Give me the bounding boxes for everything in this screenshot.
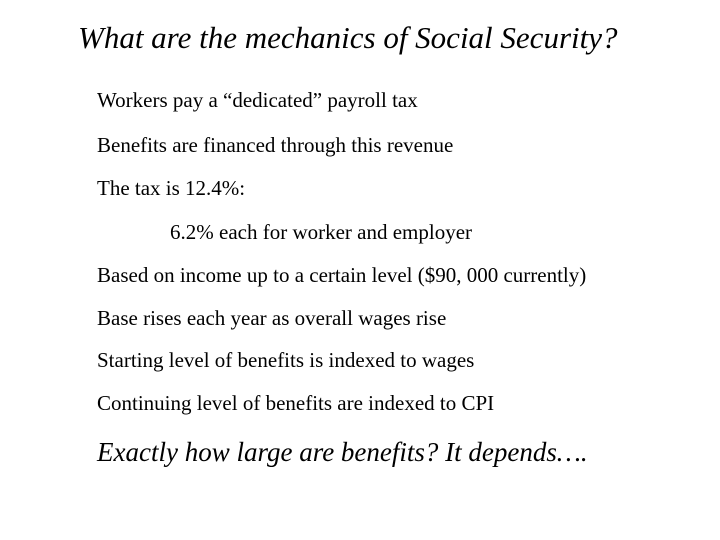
bullet-line: Continuing level of benefits are indexed to CPI — [97, 391, 495, 415]
slide-title: What are the mechanics of Social Security? — [78, 20, 618, 55]
bullet-line: Starting level of benefits is indexed to wages — [97, 348, 475, 372]
bullet-line: Workers pay a “dedicated” payroll tax — [97, 88, 418, 112]
closing-question: Exactly how large are benefits? It depends…. — [97, 437, 588, 467]
bullet-line: Based on income up to a certain level ($90, 000 currently) — [97, 263, 587, 287]
bullet-line: The tax is 12.4%: — [97, 176, 246, 200]
bullet-line: Base rises each year as overall wages rise — [97, 306, 447, 330]
bullet-line: Benefits are financed through this revenue — [97, 133, 454, 157]
sub-bullet-line: 6.2% each for worker and employer — [170, 220, 473, 244]
